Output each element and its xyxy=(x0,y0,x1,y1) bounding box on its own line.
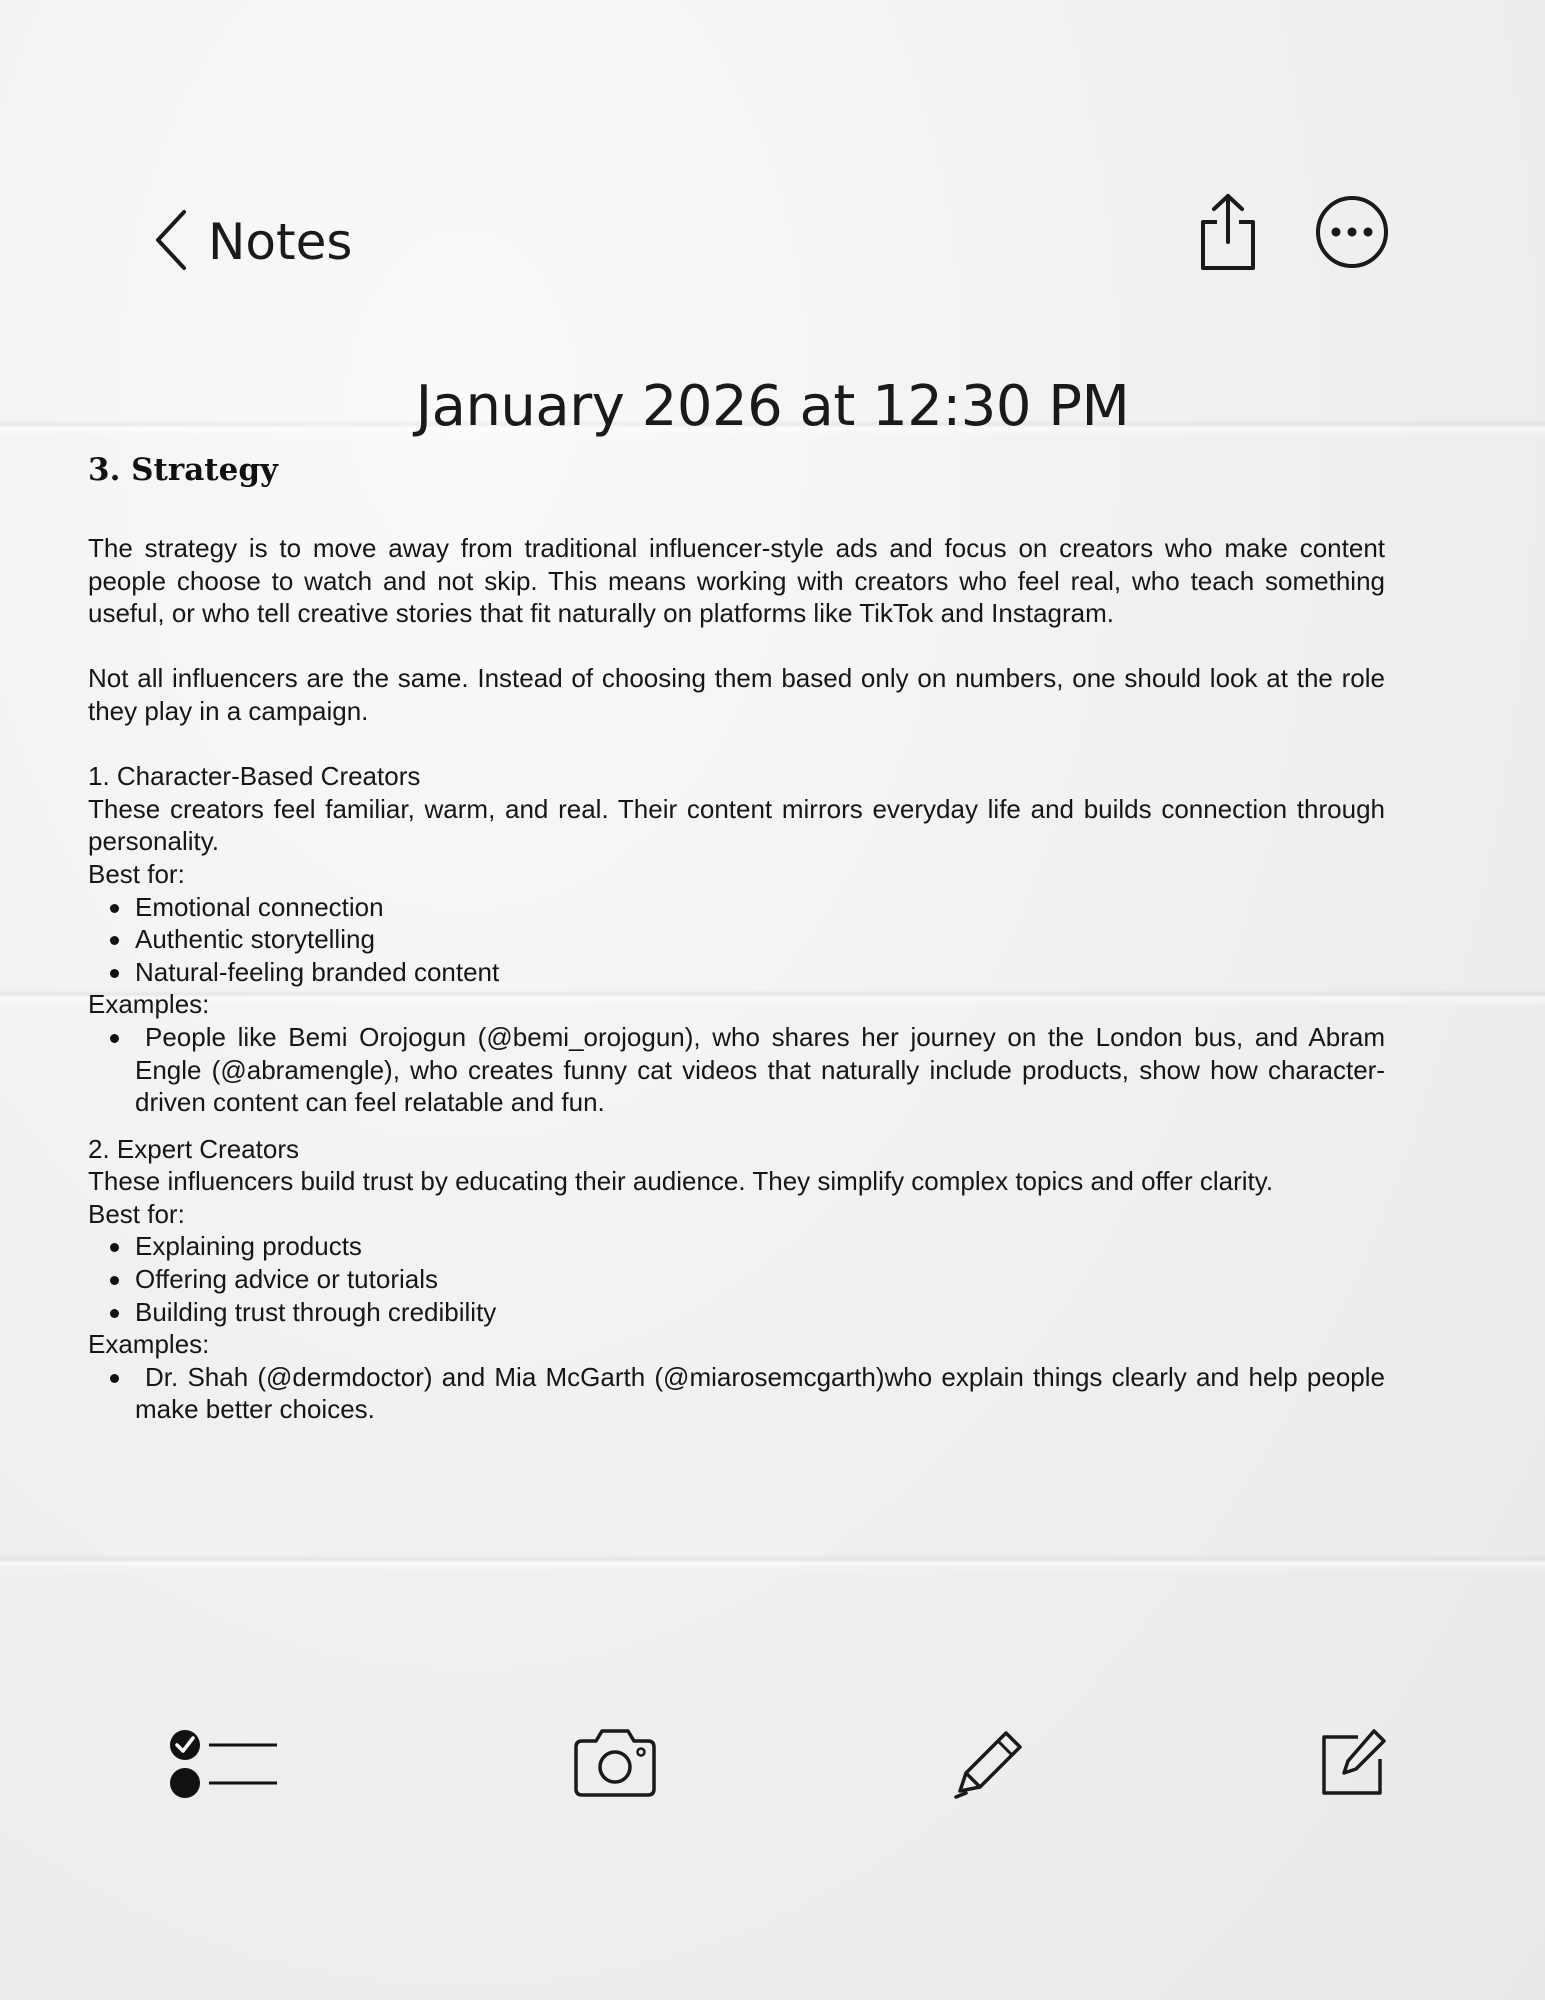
navigation-bar xyxy=(0,180,1545,300)
markup-button[interactable] xyxy=(952,1727,1026,1801)
checklist-button[interactable] xyxy=(165,1725,280,1805)
list-item: Emotional connection xyxy=(135,891,1385,924)
note-body[interactable] xyxy=(88,448,1385,1426)
list-item: Offering advice or tutorials xyxy=(135,1263,1385,1296)
list-item: Natural-feeling branded content xyxy=(135,956,1385,989)
list-item: Dr. Shah (@dermdoctor) and Mia McGarth (@miarosemcgarth)who explain things clearly and help people make better choices. xyxy=(135,1361,1385,1425)
camera-icon xyxy=(572,1727,658,1799)
best-for-list xyxy=(88,1230,1385,1328)
section-expert-creators xyxy=(88,1133,1385,1426)
compose-note-button[interactable] xyxy=(1318,1727,1388,1797)
camera-button[interactable] xyxy=(572,1727,658,1799)
list-item: Authentic storytelling xyxy=(135,923,1385,956)
share-button[interactable] xyxy=(1195,192,1261,272)
bottom-toolbar xyxy=(0,1715,1545,1815)
section-description: These creators feel familiar, warm, and real. Their content mirrors everyday life and builds connection through personality. xyxy=(88,793,1385,857)
list-item: Building trust through credibility xyxy=(135,1296,1385,1329)
section-title: 1. Character-Based Creators xyxy=(88,761,421,792)
best-for-list xyxy=(88,891,1385,989)
more-options-button[interactable] xyxy=(1314,194,1390,270)
examples-list xyxy=(88,1361,1385,1426)
list-item: Explaining products xyxy=(135,1230,1385,1263)
chevron-left-icon xyxy=(152,208,192,276)
best-for-label: Best for: xyxy=(88,1198,185,1229)
section-title: 2. Expert Creators xyxy=(88,1133,299,1164)
note-heading: 3. Strategy xyxy=(88,452,279,488)
second-paragraph: Not all influencers are the same. Instead of choosing them based only on numbers, one should look at the role they play in a campaign. xyxy=(88,663,1385,726)
section-description: These influencers build trust by educating their audience. They simplify complex topics and offer clarity. xyxy=(88,1166,1274,1197)
pen-markup-icon xyxy=(952,1727,1026,1801)
compose-icon xyxy=(1318,1727,1388,1797)
ellipsis-circle-icon xyxy=(1314,194,1390,270)
note-date: January 2026 at 12:30 PM xyxy=(415,374,1130,439)
examples-list xyxy=(88,1021,1385,1119)
checklist-icon xyxy=(165,1725,280,1805)
back-label: Notes xyxy=(208,213,353,271)
intro-paragraph: The strategy is to move away from traditional influencer-style ads and focus on creators who make content people choose to watch and not skip. This means working with creators who feel real, who teach something useful, or who tell creative stories that fit naturally on platforms like TikTok and Instagram. xyxy=(88,533,1385,629)
examples-label: Examples: xyxy=(88,989,210,1020)
list-item: People like Bemi Orojogun (@bemi_orojogun), who shares her journey on the London bus, and Abram Engle (@abramengle), who creates funny cat videos that naturally include products, show how character-driven content can feel relatable and fun. xyxy=(135,1021,1385,1118)
examples-label: Examples: xyxy=(88,1329,210,1360)
section-character-based-creators xyxy=(88,760,1385,1119)
best-for-label: Best for: xyxy=(88,858,185,889)
share-icon xyxy=(1195,192,1261,272)
back-to-notes-button[interactable] xyxy=(152,208,352,276)
